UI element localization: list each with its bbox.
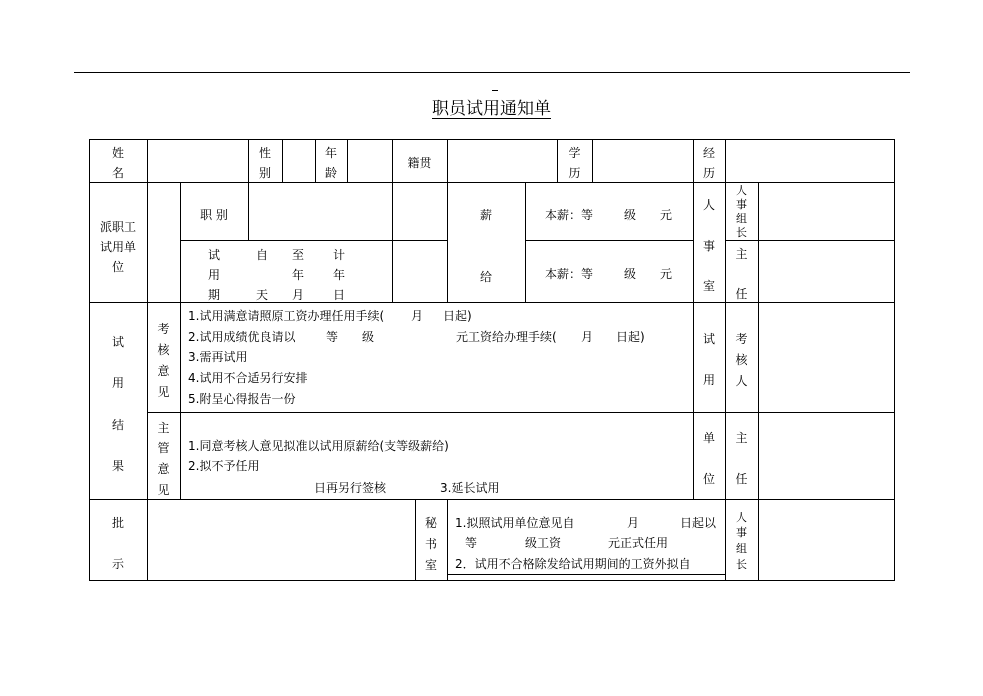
label-manager-opinion: 意 [157, 462, 170, 476]
assessment-item-2-month: 月 [581, 330, 594, 344]
table-border-left [89, 139, 90, 581]
assessment-item-2-eq: 等 [326, 330, 339, 344]
col-line [392, 182, 393, 303]
label-assessor: 考 [735, 332, 748, 346]
table-border-bottom [89, 580, 895, 581]
label-age: 龄 [324, 166, 337, 180]
label-secretariat: 书 [424, 537, 437, 551]
label-experience: 历 [702, 166, 715, 180]
label-manager-opinion: 主 [157, 421, 170, 435]
label-trial-result: 用 [111, 376, 124, 390]
col-line [758, 302, 759, 500]
label-assessment-opinion: 见 [157, 385, 170, 399]
assessment-item-4: 4.试用不合适另行安排 [188, 371, 308, 385]
label-hr-leader-2: 长 [736, 558, 747, 571]
label-salary: 薪 [479, 208, 492, 222]
assessment-item-2-day: 日起) [616, 330, 645, 344]
label-manager-opinion: 见 [157, 483, 170, 497]
assessment-item-1: 1.试用满意请照原工资办理任用手续( [188, 309, 385, 323]
col-line [725, 139, 726, 183]
label-age: 年 [324, 146, 337, 160]
col-line [758, 182, 759, 303]
label-position: 职 别 [200, 208, 228, 222]
label-assessment-opinion: 核 [157, 343, 170, 357]
yuan-label: 元 [660, 208, 673, 222]
label-supervisor: 主 [735, 247, 748, 261]
assessment-item-2: 2.试用成绩优良请以 [188, 330, 296, 344]
base-salary-label: 本薪：等 [545, 208, 594, 222]
label-gender: 别 [258, 166, 271, 180]
label-trial-unit: 用 [702, 373, 715, 387]
label-trial-result: 果 [111, 459, 124, 473]
col-line [592, 139, 593, 183]
label-hr-leader-2: 人 [736, 511, 747, 524]
period-from: 自 [256, 248, 269, 262]
label-trial-period: 试 [207, 248, 220, 262]
label-manager-opinion: 管 [157, 441, 170, 455]
secretariat-line-2-grade: 级工资 [525, 536, 562, 550]
grade-label: 级 [624, 208, 637, 222]
label-trial-unit: 位 [702, 472, 715, 486]
row-line [180, 240, 447, 241]
manager-item-1: 1.同意考核人意见拟准以试用原薪给(支等级薪给) [188, 439, 449, 453]
row-line [725, 240, 895, 241]
label-dispatch-unit: 试用单 [99, 240, 136, 254]
manager-item-2: 2.拟不予任用 [188, 459, 260, 473]
label-trial-period: 用 [207, 268, 220, 282]
top-rule [74, 72, 910, 73]
label-trial-result: 试 [111, 335, 124, 349]
label-hr-leader: 长 [736, 226, 747, 239]
label-trial-unit: 试 [702, 332, 715, 346]
label-supervisor: 任 [735, 287, 748, 301]
col-line [147, 499, 148, 581]
label-hr-office: 人 [702, 198, 715, 212]
secretariat-underline [447, 574, 725, 575]
secretariat-line-3: 2．试用不合格除发给试用期间的工资外拟自 [455, 557, 691, 571]
label-gender: 性 [258, 146, 271, 160]
secretariat-line-2-rest: 元正式任用 [608, 536, 669, 550]
label-unit-supervisor: 主 [735, 431, 748, 445]
manager-item-3: 3.延长试用 [440, 481, 500, 495]
col-line [525, 182, 526, 303]
label-hr-leader-2: 组 [736, 542, 747, 555]
label-secretariat: 室 [424, 558, 437, 572]
period-day: 日 [333, 288, 346, 302]
label-unit-supervisor: 任 [735, 472, 748, 486]
label-name: 姓 [111, 146, 124, 160]
col-line [447, 182, 448, 303]
col-line [248, 182, 249, 241]
secretariat-line-1: 1.拟照试用单位意见自 [455, 516, 575, 530]
page-title: 职员试用通知单 [432, 99, 551, 119]
assessment-item-1-day: 日起) [443, 309, 472, 323]
label-hr-leader: 组 [736, 212, 747, 225]
period-year: 年 [292, 268, 305, 282]
label-dispatch-unit: 位 [111, 260, 124, 274]
label-trial-result: 结 [111, 418, 124, 432]
label-hr-office: 事 [702, 239, 715, 253]
period-total: 计 [333, 248, 346, 262]
col-line [447, 139, 448, 183]
col-line [447, 499, 448, 581]
label-education: 历 [568, 166, 581, 180]
assessment-item-3: 3.需再试用 [188, 350, 248, 364]
label-experience: 经 [702, 146, 715, 160]
label-name: 名 [111, 166, 124, 180]
row-line [89, 182, 895, 183]
label-approval: 批 [111, 516, 124, 530]
label-approval: 示 [111, 557, 124, 571]
period-to: 至 [292, 248, 305, 262]
assessment-item-2-grade: 级 [362, 330, 375, 344]
title-mark [492, 90, 498, 91]
period-year: 年 [333, 268, 346, 282]
label-trial-unit: 单 [702, 431, 715, 445]
assessment-item-5: 5.附呈心得报告一份 [188, 392, 296, 406]
row-line [89, 499, 895, 500]
label-education: 学 [568, 146, 581, 160]
period-month: 月 [292, 288, 305, 302]
label-assessor: 人 [735, 374, 748, 388]
base-salary-label: 本薪：等 [545, 267, 594, 281]
label-trial-period: 期 [207, 288, 220, 302]
row-line [525, 240, 693, 241]
label-dispatch-unit: 派职工 [99, 220, 136, 234]
col-line [180, 182, 181, 303]
assessment-item-2-rest: 元工资给办理手续( [456, 330, 557, 344]
table-border-top [89, 139, 895, 140]
col-line [147, 182, 148, 303]
row-line [89, 302, 895, 303]
col-line [180, 302, 181, 500]
secretariat-line-1-month: 月 [627, 516, 640, 530]
label-salary: 给 [479, 270, 492, 284]
label-hr-leader: 人 [736, 184, 747, 197]
manager-item-3-pre: 日再另行签核 [314, 481, 387, 495]
col-line [347, 139, 348, 183]
label-hr-leader: 事 [736, 198, 747, 211]
period-day: 天 [256, 288, 269, 302]
col-line [758, 499, 759, 581]
table-border-right [894, 139, 895, 581]
grade-label: 级 [624, 267, 637, 281]
label-hr-leader-2: 事 [736, 526, 747, 539]
col-line [282, 139, 283, 183]
label-native-place: 籍贯 [407, 156, 432, 170]
label-assessor: 核 [735, 353, 748, 367]
assessment-item-1-month: 月 [411, 309, 424, 323]
secretariat-line-1-day: 日起以 [680, 516, 717, 530]
col-line [147, 139, 148, 183]
label-assessment-opinion: 意 [157, 364, 170, 378]
secretariat-line-2-eq: 等 [465, 536, 478, 550]
yuan-label: 元 [660, 267, 673, 281]
label-assessment-opinion: 考 [157, 322, 170, 336]
label-secretariat: 秘 [424, 516, 437, 530]
row-line [147, 412, 895, 413]
label-hr-office: 室 [702, 279, 715, 293]
